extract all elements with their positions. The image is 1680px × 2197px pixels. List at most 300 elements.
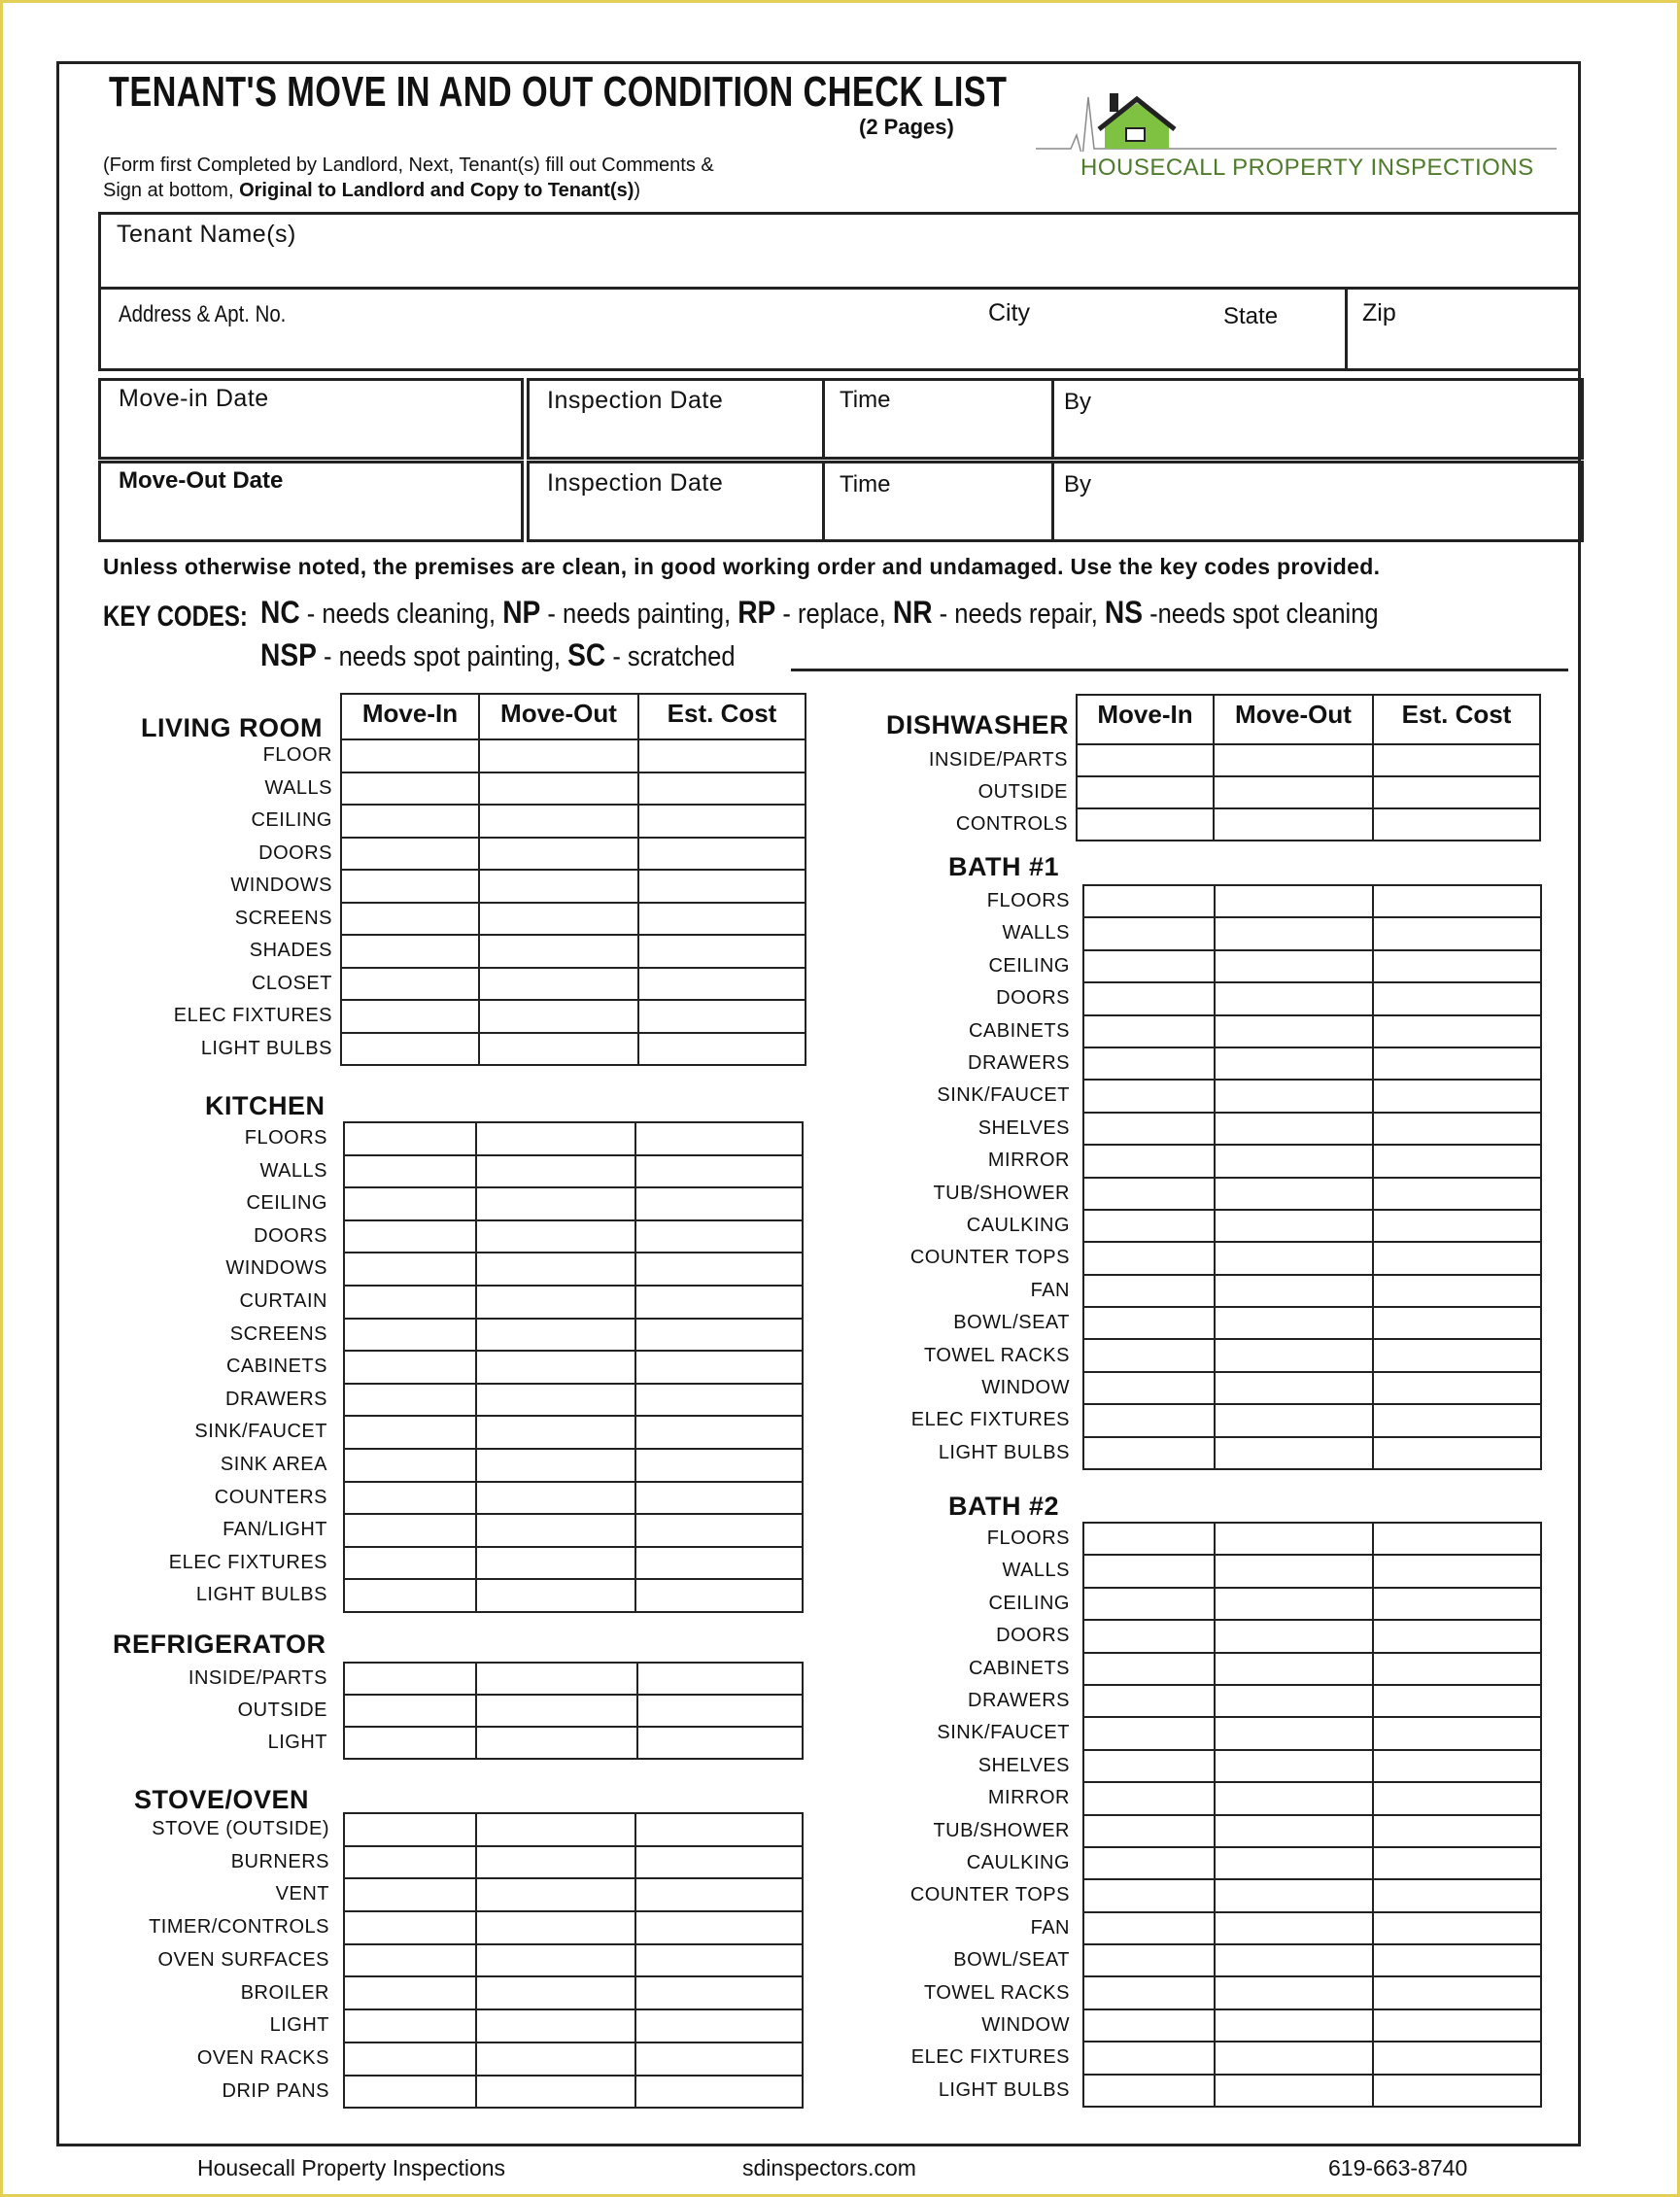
entry-cell[interactable] [635, 1253, 803, 1286]
entry-cell[interactable] [1083, 885, 1215, 917]
entry-cell[interactable] [1373, 2075, 1541, 2107]
entry-cell[interactable] [635, 2043, 803, 2076]
entry-cell[interactable] [638, 1000, 806, 1033]
entry-cell[interactable] [341, 1000, 479, 1033]
entry-cell[interactable] [1083, 1437, 1215, 1469]
entry-cell[interactable] [1373, 950, 1541, 982]
entry-cell[interactable] [1077, 744, 1214, 776]
entry-cell[interactable] [344, 1416, 476, 1449]
entry-cell[interactable] [479, 870, 638, 903]
entry-cell[interactable] [1373, 2042, 1541, 2074]
entry-cell[interactable] [1083, 1685, 1215, 1717]
entry-cell[interactable] [1215, 1047, 1373, 1080]
entry-cell[interactable] [341, 935, 479, 968]
entry-cell[interactable] [1373, 1275, 1541, 1307]
entry-cell[interactable] [1215, 2009, 1373, 2042]
entry-cell[interactable] [1215, 2042, 1373, 2074]
row-label: ELEC FIXTURES [168, 1551, 327, 1573]
entry-cell[interactable] [1083, 1047, 1215, 1080]
entry-cell[interactable] [1215, 1275, 1373, 1307]
entry-cell[interactable] [635, 1187, 803, 1220]
entry-cell[interactable] [344, 1579, 476, 1612]
entry-cell[interactable] [1083, 917, 1215, 949]
row-label: CEILING [988, 1592, 1070, 1614]
entry-cell[interactable] [635, 1976, 803, 2009]
entry-cell[interactable] [344, 1122, 476, 1155]
table-row [344, 1944, 803, 1977]
entry-cell[interactable] [1083, 1404, 1215, 1436]
entry-cell[interactable] [476, 1547, 635, 1580]
move-out-date-field[interactable] [98, 461, 524, 542]
entry-cell[interactable] [476, 1351, 635, 1384]
row-label: BURNERS [230, 1850, 329, 1872]
entry-cell[interactable] [344, 1319, 476, 1352]
entry-cell[interactable] [1077, 776, 1214, 808]
entry-cell[interactable] [635, 1846, 803, 1879]
table-header-row [341, 694, 806, 739]
row-label: CEILING [246, 1192, 327, 1215]
entry-cell[interactable] [1215, 1523, 1373, 1555]
entry-cell[interactable] [476, 1482, 635, 1515]
entry-cell[interactable] [638, 838, 806, 871]
entry-cell[interactable] [479, 968, 638, 1001]
entry-cell[interactable] [1083, 1372, 1215, 1404]
entry-cell[interactable] [344, 2076, 476, 2109]
entry-cell[interactable] [341, 968, 479, 1001]
entry-cell[interactable] [1077, 808, 1214, 841]
entry-cell[interactable] [479, 935, 638, 968]
entry-cell[interactable] [479, 1033, 638, 1066]
entry-cell[interactable] [1083, 1242, 1215, 1274]
entry-cell[interactable] [1215, 1815, 1373, 1847]
table-row [344, 2043, 803, 2076]
entry-cell[interactable] [635, 1449, 803, 1482]
entry-cell[interactable] [1215, 1847, 1373, 1879]
entry-cell[interactable] [341, 838, 479, 871]
entry-cell[interactable] [341, 903, 479, 936]
entry-cell[interactable] [1083, 1523, 1215, 1555]
entry-cell[interactable] [638, 935, 806, 968]
entry-cell[interactable] [344, 1253, 476, 1286]
entry-cell[interactable] [341, 1033, 479, 1066]
entry-cell[interactable] [476, 1813, 635, 1846]
table-row [1083, 1653, 1541, 1685]
entry-cell[interactable] [344, 1727, 476, 1759]
table-row [344, 1663, 803, 1695]
table-row [341, 935, 806, 968]
entry-cell[interactable] [1214, 744, 1373, 776]
checklist-table-bath1 [1082, 884, 1542, 1470]
entry-cell[interactable] [1083, 1653, 1215, 1685]
entry-cell[interactable] [344, 1695, 476, 1727]
row-label: DOORS [996, 1625, 1070, 1647]
entry-cell[interactable] [1373, 1588, 1541, 1620]
table-row [344, 1579, 803, 1612]
table-row [1083, 1339, 1541, 1371]
entry-cell[interactable] [1215, 917, 1373, 949]
time-out-field[interactable] [822, 461, 1054, 542]
table-row [1083, 1047, 1541, 1080]
entry-cell[interactable] [479, 838, 638, 871]
entry-cell[interactable] [476, 2009, 635, 2043]
entry-cell[interactable] [635, 1220, 803, 1253]
entry-cell[interactable] [1215, 1242, 1373, 1274]
entry-cell[interactable] [344, 2043, 476, 2076]
entry-cell[interactable] [1083, 1210, 1215, 1242]
table-row [341, 772, 806, 806]
inspection-date-out-label: Inspection Date [547, 469, 724, 497]
instructions-line-2: Sign at bottom, Original to Landlord and Copy to Tenant(s)) [103, 180, 641, 201]
entry-cell[interactable] [344, 1351, 476, 1384]
entry-cell[interactable] [1215, 1437, 1373, 1469]
entry-cell[interactable] [476, 1122, 635, 1155]
entry-cell[interactable] [1083, 1588, 1215, 1620]
entry-cell[interactable] [638, 903, 806, 936]
table-row [344, 1351, 803, 1384]
row-label: LIGHT BULBS [938, 1441, 1070, 1463]
entry-cell[interactable] [1215, 1145, 1373, 1177]
entry-cell[interactable] [1373, 1404, 1541, 1436]
entry-cell[interactable] [1083, 1620, 1215, 1652]
row-label: OUTSIDE [977, 781, 1068, 803]
entry-cell[interactable] [476, 1220, 635, 1253]
entry-cell[interactable] [1215, 1912, 1373, 1944]
move-in-date-field[interactable] [98, 378, 524, 460]
entry-cell[interactable] [1083, 2042, 1215, 2074]
entry-cell[interactable] [344, 1384, 476, 1417]
entry-cell[interactable] [1215, 1620, 1373, 1652]
entry-cell[interactable] [638, 968, 806, 1001]
row-label: TUB/SHOWER [933, 1819, 1070, 1841]
entry-cell[interactable] [344, 1482, 476, 1515]
entry-cell[interactable] [635, 2076, 803, 2109]
entry-cell[interactable] [1083, 1879, 1215, 1911]
entry-cell[interactable] [476, 1319, 635, 1352]
row-label: OVEN RACKS [196, 2046, 329, 2069]
row-label: CEILING [988, 954, 1070, 977]
entry-cell[interactable] [476, 1384, 635, 1417]
entry-cell[interactable] [1373, 1717, 1541, 1749]
row-label: FLOORS [986, 890, 1070, 911]
column-header: Move-Out [479, 694, 638, 739]
table-row [1083, 1717, 1541, 1749]
table-row [341, 1033, 806, 1066]
entry-cell[interactable] [344, 2009, 476, 2043]
row-label: OVEN SURFACES [157, 1948, 329, 1971]
entry-cell[interactable] [344, 1663, 476, 1695]
entry-cell[interactable] [1373, 885, 1541, 917]
entry-cell[interactable] [476, 1878, 635, 1911]
entry-cell[interactable] [1373, 1912, 1541, 1944]
entry-cell[interactable] [344, 1220, 476, 1253]
entry-cell[interactable] [1373, 1750, 1541, 1782]
table-row [344, 1976, 803, 2009]
entry-cell[interactable] [1373, 982, 1541, 1014]
row-label: ELEC FIXTURES [910, 2046, 1070, 2069]
entry-cell[interactable] [1215, 885, 1373, 917]
entry-cell[interactable] [635, 1813, 803, 1846]
entry-cell[interactable] [1373, 1113, 1541, 1145]
entry-cell[interactable] [344, 1286, 476, 1319]
entry-cell[interactable] [1373, 808, 1540, 841]
table-row [1083, 1275, 1541, 1307]
entry-cell[interactable] [1373, 1653, 1541, 1685]
move-in-date-label: Move-in Date [119, 385, 269, 412]
table-row [344, 1482, 803, 1515]
entry-cell[interactable] [635, 1319, 803, 1352]
key-codes-line-1: NC - needs cleaning, NP - needs painting, RP - replace, NR - needs repair, NS -needs spot cleaning [260, 595, 1379, 630]
entry-cell[interactable] [476, 1253, 635, 1286]
entry-cell[interactable] [1083, 1944, 1215, 1976]
by-in-field[interactable] [1051, 378, 1584, 460]
entry-cell[interactable] [1215, 1080, 1373, 1112]
row-label: DOORS [254, 1224, 327, 1247]
entry-cell[interactable] [476, 1944, 635, 1977]
entry-cell[interactable] [1083, 1976, 1215, 2008]
entry-cell[interactable] [1214, 808, 1373, 841]
entry-cell[interactable] [1215, 1782, 1373, 1814]
entry-cell[interactable] [1215, 1113, 1373, 1145]
entry-cell[interactable] [1215, 1372, 1373, 1404]
entry-cell[interactable] [1215, 1015, 1373, 1047]
entry-cell[interactable] [635, 1514, 803, 1547]
house-heartbeat-icon [1032, 93, 1576, 156]
entry-cell[interactable] [479, 739, 638, 772]
entry-cell[interactable] [1373, 1242, 1541, 1274]
entry-cell[interactable] [1083, 1178, 1215, 1210]
zip-field[interactable] [1345, 287, 1581, 371]
entry-cell[interactable] [1215, 950, 1373, 982]
table-row [1083, 1976, 1541, 2008]
entry-cell[interactable] [476, 1579, 635, 1612]
row-label: WINDOW [981, 1377, 1070, 1398]
entry-cell[interactable] [1083, 1339, 1215, 1371]
entry-cell[interactable] [1215, 1717, 1373, 1749]
entry-cell[interactable] [1215, 1555, 1373, 1587]
entry-cell[interactable] [1215, 1750, 1373, 1782]
entry-cell[interactable] [476, 2043, 635, 2076]
entry-cell[interactable] [476, 1514, 635, 1547]
entry-cell[interactable] [1083, 1275, 1215, 1307]
entry-cell[interactable] [637, 1727, 803, 1759]
entry-cell[interactable] [638, 772, 806, 806]
entry-cell[interactable] [344, 1155, 476, 1188]
entry-cell[interactable] [1215, 1588, 1373, 1620]
table-row [1083, 1113, 1541, 1145]
entry-cell[interactable] [344, 1449, 476, 1482]
entry-cell[interactable] [476, 1727, 637, 1759]
row-label: SINK AREA [220, 1454, 327, 1475]
entry-cell[interactable] [476, 1663, 637, 1695]
entry-cell[interactable] [1373, 1685, 1541, 1717]
entry-cell[interactable] [344, 1846, 476, 1879]
entry-cell[interactable] [635, 1911, 803, 1944]
entry-cell[interactable] [1083, 1782, 1215, 1814]
entry-cell[interactable] [1083, 1015, 1215, 1047]
entry-cell[interactable] [638, 739, 806, 772]
entry-cell[interactable] [1083, 1847, 1215, 1879]
entry-cell[interactable] [635, 1384, 803, 1417]
entry-cell[interactable] [1373, 1879, 1541, 1911]
entry-cell[interactable] [341, 772, 479, 806]
entry-cell[interactable] [638, 805, 806, 838]
entry-cell[interactable] [344, 1547, 476, 1580]
entry-cell[interactable] [479, 1000, 638, 1033]
entry-cell[interactable] [1373, 1847, 1541, 1879]
entry-cell[interactable] [476, 1187, 635, 1220]
entry-cell[interactable] [476, 1449, 635, 1482]
entry-cell[interactable] [635, 1878, 803, 1911]
address-field[interactable] [98, 287, 1348, 371]
entry-cell[interactable] [637, 1695, 803, 1727]
entry-cell[interactable] [1215, 1685, 1373, 1717]
entry-cell[interactable] [637, 1663, 803, 1695]
inspection-date-out-field[interactable] [527, 461, 825, 542]
entry-cell[interactable] [344, 1878, 476, 1911]
entry-cell[interactable] [476, 1976, 635, 2009]
entry-cell[interactable] [476, 1695, 637, 1727]
entry-cell[interactable] [1083, 1080, 1215, 1112]
entry-cell[interactable] [341, 739, 479, 772]
entry-cell[interactable] [1373, 1178, 1541, 1210]
inspection-date-in-field[interactable] [527, 378, 825, 460]
column-header: Move-In [341, 694, 479, 739]
entry-cell[interactable] [1373, 2009, 1541, 2042]
entry-cell[interactable] [1373, 1555, 1541, 1587]
entry-cell[interactable] [635, 1351, 803, 1384]
entry-cell[interactable] [1215, 1879, 1373, 1911]
table-row [1083, 885, 1541, 917]
entry-cell[interactable] [344, 1944, 476, 1977]
entry-cell[interactable] [1373, 776, 1540, 808]
entry-cell[interactable] [479, 903, 638, 936]
entry-cell[interactable] [1373, 744, 1540, 776]
footer-website[interactable]: sdinspectors.com [742, 2155, 916, 2180]
tenant-names-field[interactable] [98, 212, 1581, 290]
row-label: COUNTERS [214, 1486, 327, 1508]
entry-cell[interactable] [1215, 1944, 1373, 1976]
entry-cell[interactable] [476, 1846, 635, 1879]
entry-cell[interactable] [1083, 1717, 1215, 1749]
entry-cell[interactable] [1373, 1047, 1541, 1080]
entry-cell[interactable] [1215, 2075, 1373, 2107]
entry-cell[interactable] [344, 1976, 476, 2009]
entry-cell[interactable] [1373, 1145, 1541, 1177]
entry-cell[interactable] [344, 1911, 476, 1944]
entry-cell[interactable] [341, 870, 479, 903]
entry-cell[interactable] [344, 1813, 476, 1846]
table-row [1083, 917, 1541, 949]
table-row [344, 1220, 803, 1253]
entry-cell[interactable] [476, 2076, 635, 2109]
row-label: OUTSIDE [237, 1699, 327, 1721]
table-row [344, 1187, 803, 1220]
entry-cell[interactable] [635, 2009, 803, 2043]
entry-cell[interactable] [1215, 1307, 1373, 1339]
entry-cell[interactable] [1215, 1178, 1373, 1210]
entry-cell[interactable] [476, 1416, 635, 1449]
entry-cell[interactable] [1083, 1815, 1215, 1847]
entry-cell[interactable] [1215, 1210, 1373, 1242]
entry-cell[interactable] [1215, 982, 1373, 1014]
entry-cell[interactable] [476, 1155, 635, 1188]
entry-cell[interactable] [476, 1911, 635, 1944]
entry-cell[interactable] [638, 870, 806, 903]
entry-cell[interactable] [344, 1187, 476, 1220]
entry-cell[interactable] [1083, 1145, 1215, 1177]
entry-cell[interactable] [635, 1155, 803, 1188]
entry-cell[interactable] [635, 1122, 803, 1155]
table-row [1083, 1847, 1541, 1879]
entry-cell[interactable] [635, 1944, 803, 1977]
entry-cell[interactable] [479, 772, 638, 806]
entry-cell[interactable] [638, 1033, 806, 1066]
entry-cell[interactable] [1083, 1912, 1215, 1944]
entry-cell[interactable] [1373, 1782, 1541, 1814]
entry-cell[interactable] [635, 1482, 803, 1515]
entry-cell[interactable] [1373, 1976, 1541, 2008]
entry-cell[interactable] [1373, 1372, 1541, 1404]
row-label: LIGHT BULBS [938, 2078, 1070, 2101]
entry-cell[interactable] [1215, 1339, 1373, 1371]
entry-cell[interactable] [1215, 1653, 1373, 1685]
by-out-field[interactable] [1051, 461, 1584, 542]
row-label: CLOSET [251, 972, 332, 994]
entry-cell[interactable] [1373, 1523, 1541, 1555]
entry-cell[interactable] [1083, 982, 1215, 1014]
entry-cell[interactable] [635, 1579, 803, 1612]
entry-cell[interactable] [1083, 1555, 1215, 1587]
entry-cell[interactable] [341, 805, 479, 838]
entry-cell[interactable] [1214, 776, 1373, 808]
entry-cell[interactable] [1373, 1944, 1541, 1976]
entry-cell[interactable] [635, 1416, 803, 1449]
entry-cell[interactable] [1083, 2009, 1215, 2042]
entry-cell[interactable] [1373, 1210, 1541, 1242]
row-label: CABINETS [968, 1019, 1070, 1042]
table-row [1083, 1912, 1541, 1944]
time-in-field[interactable] [822, 378, 1054, 460]
entry-cell[interactable] [1373, 1620, 1541, 1652]
entry-cell[interactable] [1083, 2075, 1215, 2107]
entry-cell[interactable] [635, 1547, 803, 1580]
table-row [341, 1000, 806, 1033]
entry-cell[interactable] [1215, 1976, 1373, 2008]
entry-cell[interactable] [344, 1514, 476, 1547]
form-title: TENANT'S MOVE IN AND OUT CONDITION CHECK LIST [109, 68, 1008, 116]
entry-cell[interactable] [1373, 1437, 1541, 1469]
entry-cell[interactable] [1373, 1015, 1541, 1047]
entry-cell[interactable] [1083, 1750, 1215, 1782]
entry-cell[interactable] [1373, 1080, 1541, 1112]
entry-cell[interactable] [635, 1286, 803, 1319]
entry-cell[interactable] [1215, 1404, 1373, 1436]
row-label: DOORS [996, 987, 1070, 1010]
entry-cell[interactable] [1083, 950, 1215, 982]
entry-cell[interactable] [479, 805, 638, 838]
row-label: COUNTER TOPS [909, 1884, 1070, 1906]
entry-cell[interactable] [1373, 1815, 1541, 1847]
row-label: FLOORS [986, 1528, 1070, 1549]
entry-cell[interactable] [1083, 1307, 1215, 1339]
row-label: TUB/SHOWER [933, 1182, 1070, 1204]
entry-cell[interactable] [1373, 1339, 1541, 1371]
inspection-date-in-label: Inspection Date [547, 387, 724, 414]
entry-cell[interactable] [1373, 1307, 1541, 1339]
entry-cell[interactable] [1373, 917, 1541, 949]
entry-cell[interactable] [1083, 1113, 1215, 1145]
entry-cell[interactable] [476, 1286, 635, 1319]
